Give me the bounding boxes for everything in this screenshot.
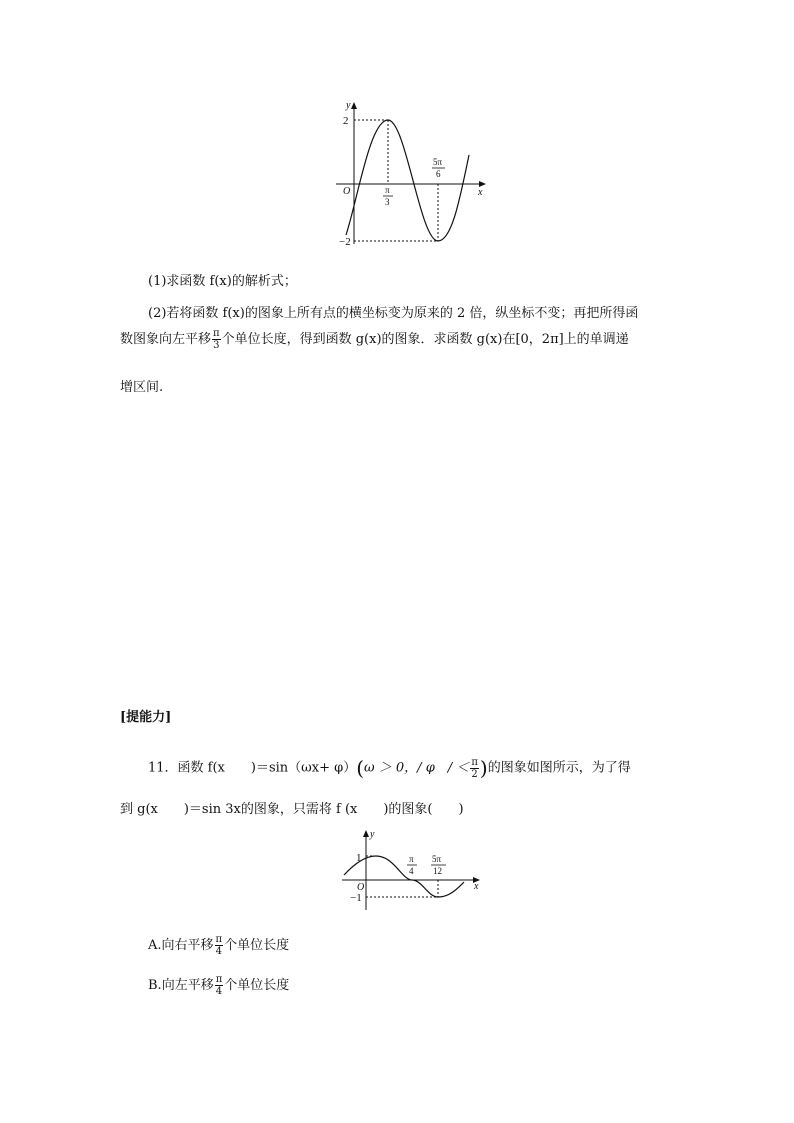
graph1-y-bottom: −2: [339, 236, 351, 248]
q11-line1-post: 的图象如图所示，为了得: [487, 760, 631, 776]
option-b-frac: [215, 974, 224, 997]
option-b[interactable]: [148, 974, 289, 997]
q11-paren-close: ): [479, 756, 488, 780]
graph2-y-top: 1: [356, 852, 362, 864]
graph1-x2-den: 6: [436, 169, 441, 179]
option-a[interactable]: [148, 934, 289, 957]
option-b-frac-num: π: [215, 974, 223, 985]
q11-line2: 到 g(x )＝sin 3x的图象，只需将 f (x )的图象( ): [120, 802, 464, 817]
option-b-pre: 向左平移: [161, 978, 214, 993]
q10-frac: [212, 328, 221, 351]
graph2-x-label: x: [474, 881, 479, 892]
q11-line1-pre: 11．函数 f(x )＝sin（ωx+ φ）: [148, 760, 357, 776]
q11-line1-cond: ω ＞ 0，/ φ / ＜: [364, 760, 470, 776]
option-b-frac-den: 4: [215, 986, 223, 997]
graph2-y-arrow-icon: [363, 830, 369, 837]
q10-frac-num: π: [213, 328, 220, 339]
option-a-post: 个单位长度: [224, 938, 290, 953]
graph2-y-bottom: −1: [350, 892, 362, 904]
graph1-y-top: 2: [343, 115, 349, 127]
q10-part2-line2-post: 个单位长度，得到函数 g(x)的图象．求函数 g(x)在[0，2π]上的单调递: [221, 332, 629, 347]
q10-part1: (1)求函数 f(x)的解析式；: [148, 274, 297, 289]
q10-part2-line3: 增区间.: [120, 380, 164, 395]
q11-paren-open: (: [356, 756, 365, 780]
q11-line1: [148, 756, 631, 780]
graph1-origin: O: [343, 186, 351, 197]
option-b-label: B.: [148, 978, 162, 993]
section-header: [提能力]: [120, 710, 172, 725]
option-a-pre: 向右平移: [161, 938, 214, 953]
graph2-x1-den: 4: [409, 866, 414, 876]
graph-2: [338, 826, 488, 912]
graph1-x1-num: π: [385, 185, 390, 195]
q10-part2-line2: [120, 328, 629, 351]
q10-frac-den: 3: [213, 340, 220, 351]
graph2-x2-den: 12: [433, 866, 442, 876]
graph1-curve: [346, 120, 469, 241]
graph2-origin: O: [357, 882, 365, 893]
option-b-post: 个单位长度: [224, 978, 290, 993]
graph1-y-arrow-icon: [351, 102, 357, 109]
graph2-x2-num: 5π: [432, 854, 442, 864]
graph1-x1-den: 3: [385, 197, 390, 207]
option-a-frac-den: 4: [215, 946, 223, 957]
graph1-y-label: y: [346, 100, 351, 111]
graph-1: [330, 98, 500, 250]
q11-frac-num: π: [471, 756, 478, 768]
option-a-frac: [215, 934, 224, 957]
graph1-x-label: x: [478, 187, 483, 198]
option-a-frac-num: π: [215, 934, 223, 945]
q10-part2-line2-pre: 数图象向左平移: [120, 332, 212, 347]
graph1-x2-num: 5π: [433, 157, 443, 167]
option-a-label: A.: [148, 938, 162, 953]
graph2-x1-num: π: [409, 854, 414, 864]
q11-frac: [470, 757, 479, 780]
graph2-y-label: y: [370, 829, 375, 840]
q10-part2-line1: (2)若将函数 f(x)的图象上所有点的横坐标变为原来的 2 倍，纵坐标不变；再把所得函: [148, 306, 639, 321]
q11-frac-den: 2: [471, 768, 478, 780]
